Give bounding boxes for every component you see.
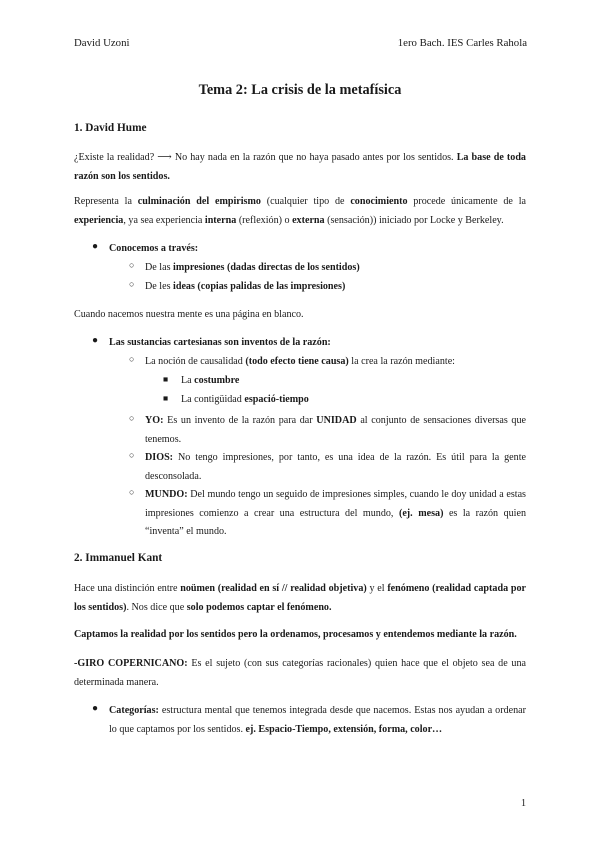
page-title: Tema 2: La crisis de la metafísica [198, 82, 402, 98]
bullet-sustancias: ● Las sustancias cartesianas son inventos de la razón: [92, 335, 331, 348]
hume-paragraph-3: Cuando nacemos nuestra mente es una página en blanco. [74, 309, 304, 320]
circle-bullet-icon: ○ [129, 450, 135, 460]
sub-item-dios: ○ DIOS: No tengo impresiones, por tanto, es una idea de la razón. Es útil para la gente desconsolada. [129, 450, 526, 482]
bullet-icon: ● [92, 703, 99, 714]
page-number: 1 [520, 798, 526, 809]
kant-paragraph-1: Hace una distinción entre noümen (realidad en sí // realidad objetiva) y el fenómeno (realidad captada por los sentidos). Nos dice que solo podemos captar el fenómeno. [74, 583, 526, 613]
section-heading-hume: 1. David Hume [74, 122, 147, 134]
circle-bullet-icon: ○ [129, 260, 135, 270]
header-course: 1ero Bach. IES Carles Rahola [397, 37, 527, 49]
bullet-icon: ● [92, 241, 99, 252]
sub-item-mundo: ○ MUNDO: Del mundo tengo un seguido de impresiones simples, cuando le doy unidad a estas impresiones comienzo a crear una estructura del mundo, (ej. mesa) es la razón quien “inventa” el mundo. [129, 487, 526, 537]
square-bullet-icon: ■ [163, 393, 169, 403]
sub-item-ideas: ○ De les ideas (copias palidas de las impresiones) [129, 279, 346, 292]
section-heading-kant: 2. Immanuel Kant [74, 552, 163, 564]
bullet-icon: ● [92, 335, 99, 346]
hume-paragraph-2: Representa la culminación del empirismo (cualquier tipo de conocimiento procede únicamente de la experiencia, ya sea experiencia interna (reflexión) o externa (sensación)) iniciado por Locke y Berkeley. [74, 196, 526, 226]
kant-paragraph-3: -GIRO COPERNICANO: Es el sujeto (con sus categorías racionales) quien hace que el objeto sea de una determinada manera. [74, 658, 526, 688]
kant-paragraph-2: Captamos la realidad por los sentidos pero la ordenamos, procesamos y entendemos mediante la razón. [74, 629, 517, 640]
bullet-categorias: ● Categorías: estructura mental que tenemos integrada desde que nacemos. Estas nos ayudan a ordenar lo que captamos por los sentidos. ej. Espacio-Tiempo, extensión, forma, color… [92, 703, 526, 735]
square-bullet-icon: ■ [163, 374, 169, 384]
header-author: David Uzoni [74, 37, 130, 49]
circle-bullet-icon: ○ [129, 413, 135, 423]
bullet-conocemos: ● Conocemos a través: [92, 241, 199, 254]
circle-bullet-icon: ○ [129, 354, 135, 364]
sub-item-yo: ○ YO: Es un invento de la razón para dar UNIDAD al conjunto de sensaciones diversas que tenemos. [129, 413, 526, 445]
circle-bullet-icon: ○ [129, 487, 135, 497]
circle-bullet-icon: ○ [129, 279, 135, 289]
sub-item-causalidad: ○ La noción de causalidad (todo efecto tiene causa) la crea la razón mediante: [129, 354, 455, 367]
sub-item-impresiones: ○ De las impresiones (dadas directas de los sentidos) [129, 260, 360, 273]
hume-paragraph-1: ¿Existe la realidad? ⟶ No hay nada en la razón que no haya pasado antes por los sentidos. La base de toda razón son los sentidos. [74, 152, 526, 182]
